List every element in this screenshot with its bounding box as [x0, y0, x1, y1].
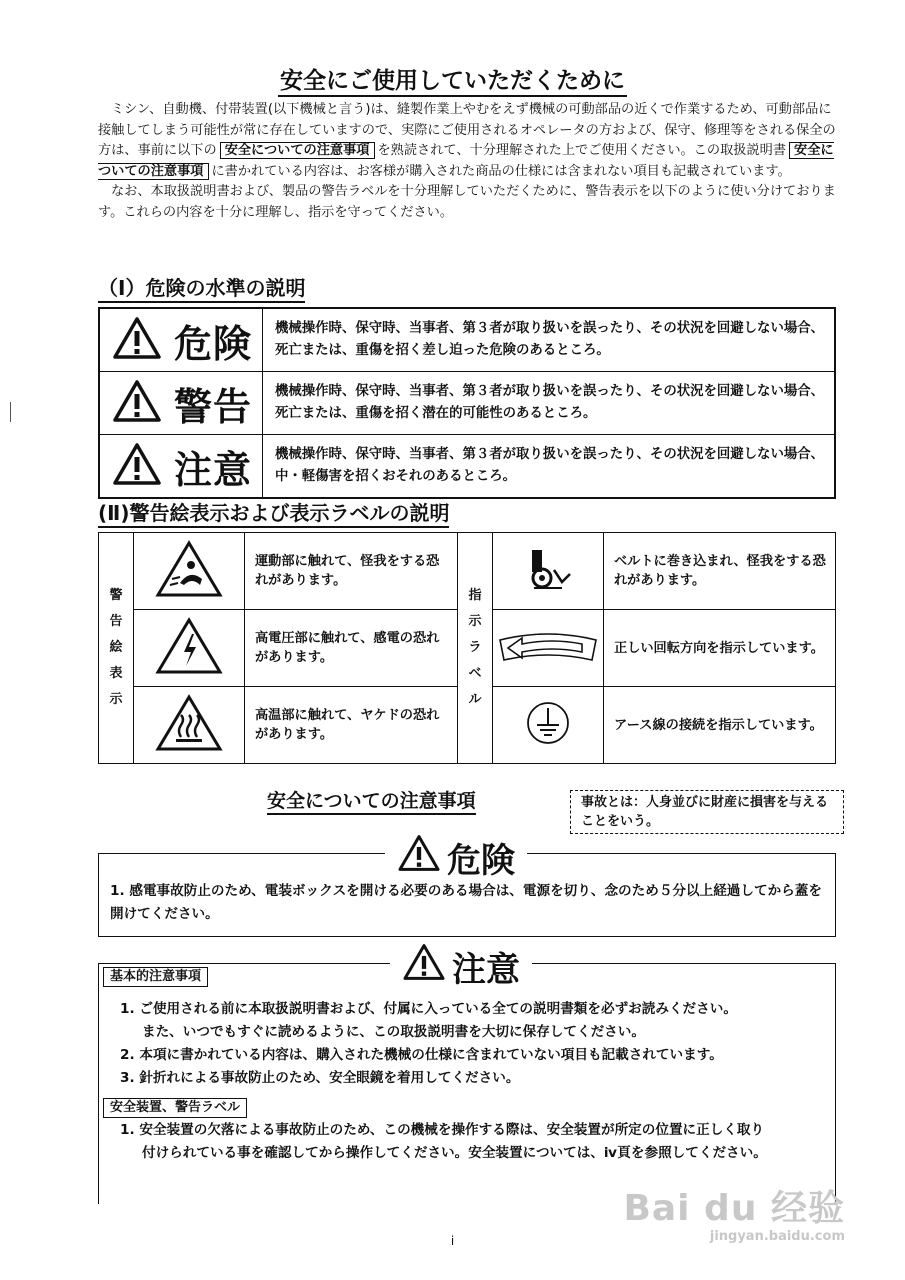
warning-triangle-icon: [112, 316, 162, 364]
section-2-heading: (Ⅱ)警告絵表示および表示ラベルの説明: [98, 497, 449, 526]
pictogram-description: 運動部に触れて、怪我をする恐れがあります。: [245, 533, 458, 610]
boxed-term: 安全についての注意事項: [220, 142, 375, 159]
rotation-direction-arrow-icon: [492, 610, 603, 687]
basic-notes-list: [120, 998, 830, 1090]
protective-earth-icon: [492, 687, 603, 764]
intro-text: [98, 100, 838, 223]
list-item: また、いつでもすぐに読めるように、この取扱説明書を大切に保存してください。: [142, 1024, 645, 1040]
hazard-description: 機械操作時、保守時、当事者、第３者が取り扱いを誤ったり、その状況を回避しない場合、中・軽傷害を招くおそれのあるところ。: [263, 435, 836, 499]
danger-header: 危険: [385, 833, 527, 882]
watermark-logo: Bai du 经验: [623, 1188, 845, 1229]
basic-notes-tag: 基本的注意事項: [103, 967, 208, 987]
danger-item: 1. 感電事故防止のため、電装ボックスを開ける必要のある場合は、電源を切り、念のため５分以上経過してから蓋を開けてください。: [110, 883, 822, 922]
section-1-heading: （Ⅰ）危険の水準の説明: [98, 272, 305, 301]
warning-pictogram-label: 警告絵表示: [99, 533, 134, 764]
page-number: i: [450, 1234, 455, 1248]
safety-device-tag: 安全装置、警告ラベル: [103, 1098, 247, 1118]
safety-device-list: [120, 1119, 835, 1165]
margin-mark: [10, 402, 11, 422]
accident-definition-note: 事故とは：人身並びに財産に損害を与えることをいう。: [570, 790, 844, 834]
watermark-url: jingyan.baidu.com: [709, 1229, 845, 1244]
high-voltage-warning-icon: [134, 610, 245, 687]
hazard-word: 警告: [174, 384, 253, 429]
intro-paragraph-2: なお、本取扱説明書および、製品の警告ラベルを十分理解していただくために、警告表示を以下のように使い分けております。これらの内容を十分に理解し、指示を守ってください。: [98, 184, 836, 220]
hazard-level-row: [99, 372, 835, 435]
hot-surface-warning-icon: [134, 687, 245, 764]
pictogram-description: 高電圧部に触れて、感電の恐れがあります。: [245, 610, 458, 687]
list-item: 1. 安全装置の欠落による事故防止のため、この機械を操作する際は、安全装置が所定の位置に正しく取り: [120, 1122, 765, 1138]
instruction-label-label: 指示ラベル: [457, 533, 492, 764]
pictogram-description: 正しい回転方向を指示しています。: [603, 610, 835, 687]
belt-entanglement-icon: [492, 533, 603, 610]
pictogram-description: アース線の接続を指示しています。: [603, 687, 835, 764]
moving-parts-warning-icon: [134, 533, 245, 610]
watermark: [623, 1180, 845, 1244]
hazard-word: 注意: [174, 447, 253, 492]
pictogram-table: [98, 532, 836, 764]
warning-triangle-icon: [112, 379, 162, 427]
hazard-level-row: [99, 308, 835, 372]
warning-triangle-icon: [402, 943, 446, 990]
hazard-word: 危険: [174, 321, 253, 366]
list-item: 2. 本項に書かれている内容は、購入された機械の仕様に含まれていない項目も記載されています。: [120, 1047, 723, 1063]
list-item: 3. 針折れによる事故防止のため、安全眼鏡を着用してください。: [120, 1070, 520, 1086]
page-title: 安全にご使用していただくために: [0, 62, 905, 95]
warning-triangle-icon: [397, 834, 441, 881]
hazard-level-table: [98, 307, 836, 499]
boxed-term: 安全についての注意事項: [98, 143, 834, 179]
warning-triangle-icon: [112, 442, 162, 490]
hazard-description: 機械操作時、保守時、当事者、第３者が取り扱いを誤ったり、その状況を回避しない場合、死亡または、重傷を招く潜在的可能性のあるところ。: [263, 372, 836, 435]
pictogram-description: ベルトに巻き込まれ、怪我をする恐れがあります。: [603, 533, 835, 610]
list-item: 1. ご使用される前に本取扱説明書および、付属に入っている全ての説明書類を必ずお読みください。: [120, 1001, 737, 1017]
hazard-description: 機械操作時、保守時、当事者、第３者が取り扱いを誤ったり、その状況を回避しない場合、死亡または、重傷を招く差し迫った危険のあるところ。: [263, 308, 836, 372]
caution-header: 注意: [390, 942, 532, 991]
safety-heading: 安全についての注意事項: [267, 786, 476, 813]
intro-paragraph-1: ミシン、自動機、付帯装置(以下機械と言う)は、縫製作業上やむをえず機械の可動部品の近くで作業するため、可動部品に接触してしまう可能性が常に存在していますので、実際にご使用されるオペレータの方および、保守、修理等をされる保全の方は、事前に以下の 安全についての注意事項 を熟読されて、十分理解された上でご使用ください。この取扱説明書 安全についての注意事項 に書かれている内容は、お客様が購入された商品の仕様には含まれない項目も記載されています。: [98, 102, 836, 179]
pictogram-description: 高温部に触れて、ヤケドの恐れがあります。: [245, 687, 458, 764]
list-item: 付けられている事を確認してから操作してください。安全装置については、ⅳ頁を参照してください。: [142, 1145, 767, 1161]
hazard-level-row: [99, 435, 835, 499]
